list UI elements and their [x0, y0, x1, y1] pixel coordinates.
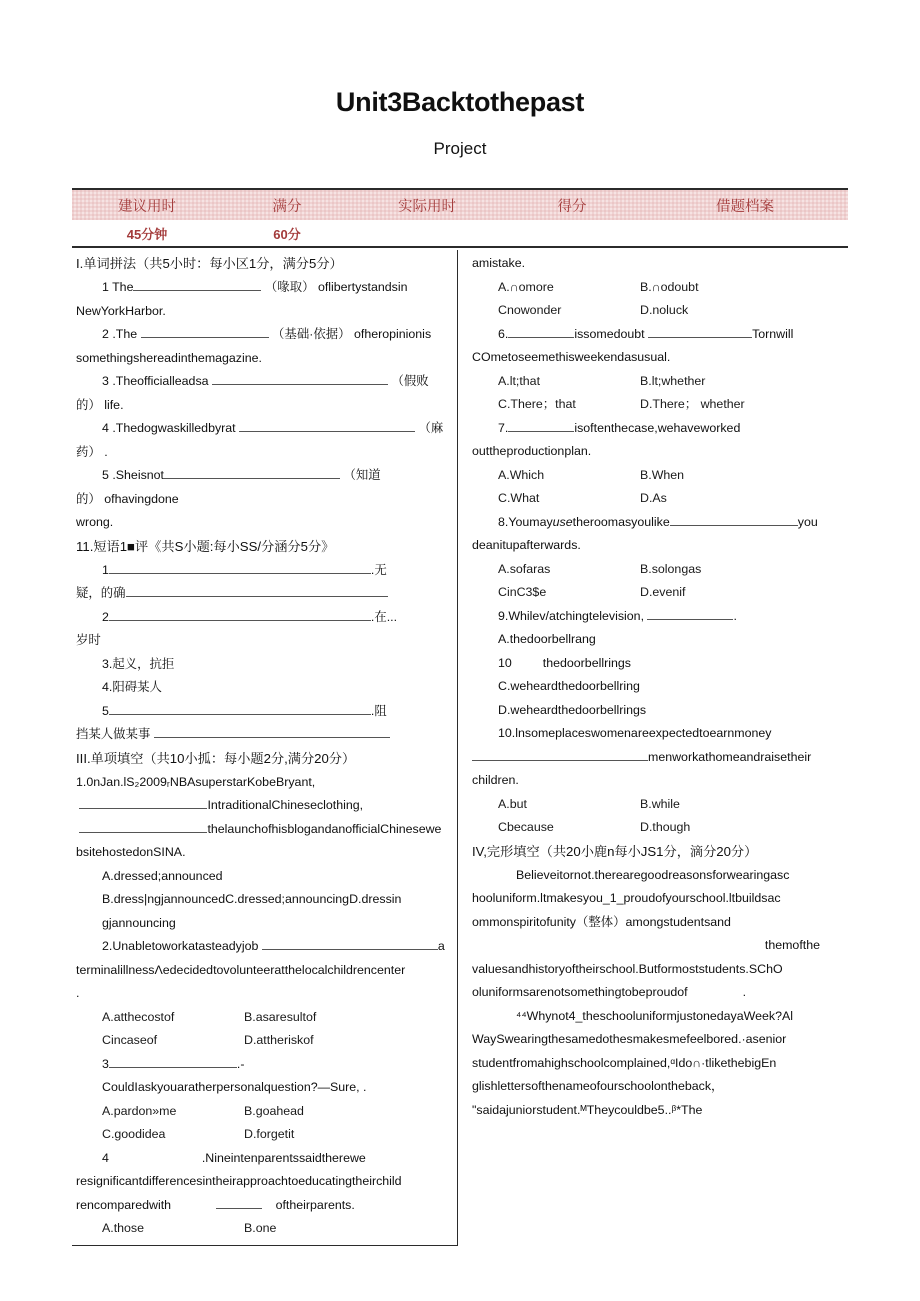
q9-stem1-text: 9.Whilev/atchingtelevision, — [498, 608, 645, 623]
q2-1-tail: .无 — [370, 562, 387, 577]
q8-italic-word: use — [552, 514, 573, 529]
q1-1-tail: oflibertystandsin — [317, 280, 408, 294]
q6-optA[interactable]: A.lt;that — [498, 373, 541, 388]
q10-optC[interactable]: Cbecause — [498, 820, 554, 834]
q3-3-optB[interactable]: B.goahead — [244, 1103, 304, 1118]
q2-1-wrap-text: 疑，的确 — [76, 586, 126, 600]
cloze-line-5: valuesandhistoryoftheirschool.Butformoststudents.SChO — [472, 961, 783, 976]
q8-stem1-tail: you — [797, 514, 818, 529]
q7-optA[interactable]: A.Which — [498, 467, 545, 482]
q3-4-stem1 — [76, 1147, 451, 1171]
cloze-line-7: ⁴⁴Whynot4_theschooluniformjustonedayaWeek?Al — [516, 1008, 793, 1023]
q3-4-stem1-tail: .Nineintenparentssaidtherewe — [201, 1150, 366, 1165]
q3-3-options-ab — [76, 1100, 451, 1124]
q2-5-wrap — [76, 723, 451, 747]
q8-stem1-mid: theroomasyoulike — [572, 514, 670, 529]
blank-underline[interactable] — [239, 419, 415, 432]
q2-2-line — [76, 606, 451, 630]
q3-4-optA[interactable]: A.those — [102, 1221, 145, 1235]
blank-underline[interactable] — [109, 561, 371, 574]
section-3-heading: III.单项填空（共10小㧓：每小题2分,满分20分） — [76, 750, 356, 766]
info-table-header-row — [72, 190, 848, 220]
q1-5-line — [76, 464, 451, 511]
info-table — [72, 188, 848, 248]
q5-optD[interactable]: D.noluck — [640, 303, 689, 317]
q8-stem2: deanitupafterwards. — [472, 538, 581, 552]
q9-stem1 — [472, 605, 846, 629]
q3-2-stem2: terminalillnessΛedecidedtovolunteeratthelocalchildrencenter — [76, 962, 406, 977]
blank-underline[interactable] — [79, 820, 207, 833]
q3-3-optC[interactable]: C.goodidea — [102, 1127, 166, 1141]
q7-optC[interactable]: C.What — [498, 491, 540, 505]
q1-1-line — [76, 276, 451, 300]
q9-optB-row[interactable] — [472, 652, 846, 676]
q2-2-tail: .在... — [370, 609, 398, 624]
q9-optB-text: thedoorbellrings — [542, 655, 631, 670]
q1-5-tail: ofhavingdone — [104, 491, 179, 506]
q2-5-tail: .阻 — [370, 703, 387, 718]
info-value-suggested-time: 45分钟 — [126, 226, 168, 242]
q6-options-ab — [472, 370, 846, 394]
blank-underline[interactable] — [126, 584, 388, 597]
q3-1-stem2 — [76, 794, 451, 818]
q7-stem1-tail: isoftenthecase,wehaveworked — [574, 420, 741, 435]
q3-1-stem4: bsitehostedonSINA. — [76, 845, 186, 859]
body-grid — [72, 250, 848, 1246]
q3-2-stem1-text: 2.Unabletoworkatasteadyjob — [102, 939, 259, 953]
q8-options-cd — [472, 581, 846, 605]
q6-options-cd — [472, 393, 846, 417]
q3-3-stem1 — [76, 1053, 451, 1077]
q10-stem1: 10.lnsomeplaceswomenareexpectedtoearnmoney — [498, 726, 772, 740]
cloze-line-9: studentfromahighschoolcomplained,ᵅIdo∩·tlikethebigEn — [472, 1055, 777, 1070]
q7-options-ab — [472, 464, 846, 488]
q6-stem1-tail: Tornwill — [752, 326, 794, 341]
q10-stem3: children. — [472, 773, 519, 787]
cloze-line-8: WaySwearingthesamedothesmakesmefeelbored.·asenior — [472, 1032, 787, 1046]
section-4-heading: IV,完形填空（共20小鹿n每小JS1分，滴分20分） — [472, 843, 758, 859]
blank-underline[interactable] — [508, 419, 574, 432]
q8-optB[interactable]: B.solongas — [640, 561, 702, 576]
table-rule-bottom — [72, 246, 848, 248]
q5-options-cd — [472, 299, 846, 323]
q1-3-tail: life. — [104, 397, 124, 412]
q3-4-num: 4 — [102, 1150, 109, 1165]
q8-num: 8.Youmay — [498, 514, 553, 529]
blank-underline[interactable] — [508, 325, 574, 338]
q10-optB[interactable]: B.while — [640, 796, 680, 811]
q3-3-stem1-tail: .- — [236, 1056, 245, 1071]
q1-3-hint: （假败的） — [76, 374, 429, 412]
q1-2-wrap: somethingshereadinthemagazine. — [76, 350, 262, 365]
q9-stem1-tail: . — [733, 608, 737, 623]
info-col-header-archive: 借题档案 — [716, 198, 774, 215]
q3-1-stem3-text: thelaunchofhisblogandanofficialChinesewe — [207, 821, 442, 836]
info-value-full-score: 60分 — [273, 226, 301, 242]
q2-2-num: 2 — [102, 609, 109, 624]
q3-2-optB[interactable]: B.asaresultof — [244, 1009, 317, 1024]
blank-underline[interactable] — [164, 466, 340, 479]
q1-2-stem: 2 .The — [102, 327, 138, 341]
q6-optC[interactable]: C.There；that — [498, 397, 576, 411]
q1-5-stem: 5 .Sheisnot — [102, 468, 164, 482]
q3-2-options-cd — [76, 1029, 451, 1053]
q9-optB-num: 10 — [498, 655, 512, 670]
q7-optD[interactable]: D.As — [640, 491, 667, 505]
q6-optB[interactable]: B.lt;whether — [640, 373, 706, 388]
q10-optA[interactable]: A.but — [498, 796, 527, 811]
q5-options-ab — [472, 276, 846, 300]
q2-1-line — [76, 559, 451, 583]
q1-1-stem: 1 The — [102, 280, 134, 294]
page-title: Unit3Backtothepast — [335, 87, 585, 117]
cloze-line-11: "saidajuniorstudent.ᴹTheycouldbe5..ᵝ*The — [472, 1102, 703, 1117]
q3-1-optA[interactable]: A.dressed;announced — [102, 868, 223, 883]
cloze-line-10: glishlettersofthenameofourschoolontheback， — [472, 1079, 724, 1093]
cloze-line-6: oluniformsarenotsomethingtobeproudof . — [472, 985, 747, 999]
q8-optA[interactable]: A.sofaras — [498, 561, 551, 576]
q8-optD[interactable]: D.evenif — [640, 585, 686, 599]
section-2-heading: 11.短语1■评《共S小题:每小SS/分涵分5分》 — [76, 538, 335, 554]
left-column — [72, 250, 458, 1246]
q1-3-line — [76, 370, 451, 417]
cloze-line-3: ommonspiritofunity（整体）amongstudentsand — [472, 914, 731, 929]
q3-3-optA[interactable]: A.pardon»me — [102, 1103, 177, 1118]
q2-1-wrap — [76, 582, 451, 606]
info-col-header-full-score: 满分 — [272, 198, 302, 215]
q3-2-stem1 — [76, 935, 451, 959]
blank-underline[interactable] — [472, 748, 648, 761]
q3-3-options-cd — [76, 1123, 451, 1147]
blank-underline[interactable] — [262, 937, 438, 950]
q10-stem2-text: menworkathomeandraisetheir — [648, 749, 812, 764]
q5-optC[interactable]: Cnowonder — [498, 303, 562, 317]
q8-optC[interactable]: CinC3$e — [498, 585, 547, 599]
q7-num: 7. — [498, 420, 509, 435]
right-column — [458, 250, 848, 1246]
q10-optD[interactable]: D.though — [640, 820, 691, 834]
blank-underline[interactable] — [109, 1055, 237, 1068]
q2-5-num: 5 — [102, 703, 109, 718]
q1-4-stem: 4 .Thedogwaskilledbyrat — [102, 421, 236, 435]
q2-4-line: 4.阳碍某人 — [102, 680, 162, 694]
info-col-header-actual-time: 实际用时 — [398, 198, 456, 215]
section-1-heading: I.单词拼法（共5小时：每小区1分，满分5分） — [76, 256, 343, 271]
q9-optA[interactable]: A.thedoorbellrang — [498, 632, 596, 646]
q3-2-options-ab — [76, 1006, 451, 1030]
blank-underline[interactable] — [109, 702, 371, 715]
info-col-header-score: 得分 — [557, 198, 587, 215]
q3-1-stem1: 1.0nJan.lS₂2009ᵣNBAsuperstarKobeBryant, — [76, 774, 316, 789]
blank-underline[interactable] — [79, 796, 207, 809]
q3-4-stem3 — [76, 1194, 451, 1218]
page-subtitle: Project — [433, 138, 487, 158]
q3-4-stem2: resignificantdifferencesintheirapproachtoeducatingtheirchild — [76, 1174, 402, 1188]
blank-underline[interactable] — [133, 278, 261, 291]
blank-underline[interactable] — [648, 325, 752, 338]
q2-1-num: 1 — [102, 562, 109, 577]
q6-stem1 — [472, 323, 846, 347]
q7-options-cd — [472, 487, 846, 511]
q2-5-wrap-text: 挡某人做某事 — [76, 727, 151, 741]
q6-stem1-mid: issomedoubt — [574, 326, 645, 341]
q9-optC[interactable]: C.weheardthedoorbellring — [498, 679, 640, 693]
q9-optD[interactable]: D.weheardthedoorbellrings — [498, 702, 647, 717]
q3-4-optB[interactable]: B.one — [244, 1221, 277, 1235]
blank-underline[interactable] — [141, 325, 269, 338]
q10-stem2 — [472, 746, 846, 770]
blank-underline[interactable] — [216, 1196, 262, 1209]
q2-3-line: 3.起义，抗拒 — [102, 656, 175, 671]
q1-4-tail: . — [104, 444, 108, 459]
info-table-value-row — [72, 220, 848, 246]
q7-optB[interactable]: B.When — [640, 467, 685, 482]
q10-options-ab — [472, 793, 846, 817]
info-col-header-suggested-time: 建议用时 — [118, 198, 176, 215]
q3-4-options-ab — [76, 1217, 451, 1241]
q8-options-ab — [472, 558, 846, 582]
q3-2-optA[interactable]: A.atthecostof — [102, 1009, 175, 1024]
blank-underline[interactable] — [109, 608, 371, 621]
q1-3-stem: 3 .Theofficialleadsa — [102, 374, 209, 388]
q3-2-optD[interactable]: D.attheriskof — [244, 1033, 314, 1047]
q1-2-line — [76, 323, 451, 347]
cloze-line-1: Believeitornot.therearegoodreasonsforwearingasc — [516, 867, 790, 882]
cloze-line-4: themofthe — [764, 938, 820, 952]
q1-2-hint: （基础·依据） — [272, 327, 351, 341]
q2-5-line — [76, 700, 451, 724]
q3-1-optBCD[interactable]: B.dress|ngjannouncedC.dressed;announcingD.dressin — [102, 892, 402, 906]
q10-options-cd — [472, 816, 846, 840]
q2-2-wrap: 岁时 — [76, 633, 101, 647]
q1-1-hint: （喙取） — [264, 280, 315, 294]
q3-2-stem1-tail: a — [437, 939, 445, 953]
q3-1-stem2-text: IntraditionalChineseclothing, — [207, 798, 364, 812]
q6-optD[interactable]: D.There； whether — [640, 397, 745, 411]
q5-optB[interactable]: B.∩odoubt — [640, 279, 699, 294]
q3-1-stem3 — [76, 818, 451, 842]
blank-underline[interactable] — [154, 725, 390, 738]
blank-underline[interactable] — [212, 372, 388, 385]
q1-1-wrap: NewYorkHarbor. — [76, 303, 166, 318]
q3-3-stem2: CouldIaskyouaratherpersonalquestion?—Sure, . — [102, 1080, 367, 1094]
q1-5-wrap: wrong. — [76, 515, 114, 529]
q3-2-stem3: . — [76, 986, 80, 1000]
q7-stem1 — [472, 417, 846, 441]
q7-stem2: outtheproductionplan. — [472, 444, 592, 458]
q5-optA[interactable]: A.∩omore — [498, 279, 554, 294]
q3-3-optD[interactable]: D.forgetit — [244, 1127, 295, 1141]
q1-4-hint: （麻药） — [76, 421, 444, 459]
q3-2-optC[interactable]: Cincaseof — [102, 1033, 158, 1047]
q8-stem1 — [472, 511, 846, 535]
blank-underline[interactable] — [647, 607, 733, 620]
title-block — [0, 0, 920, 158]
q5-stem-cont: amistake. — [472, 256, 526, 270]
blank-underline[interactable] — [670, 513, 798, 526]
q1-2-tail: ofheropinionis — [353, 327, 432, 341]
q6-stem2: COmetoseemethisweekendasusual. — [472, 350, 671, 364]
q1-5-hint: （知道的） — [76, 468, 381, 506]
q3-4-stem3-tail: oftheirparents. — [275, 1197, 355, 1212]
q3-4-stem3-text: rencomparedwith — [76, 1197, 172, 1212]
q3-1-optBCD-wrap: gjannouncing — [102, 915, 176, 930]
cloze-line-2: hooluniform.ltmakesyou_1_proudofyourschool.ltbuildsac — [472, 891, 781, 905]
q3-3-num: 3 — [102, 1056, 109, 1071]
q6-num: 6. — [498, 326, 509, 341]
q1-4-line — [76, 417, 451, 464]
